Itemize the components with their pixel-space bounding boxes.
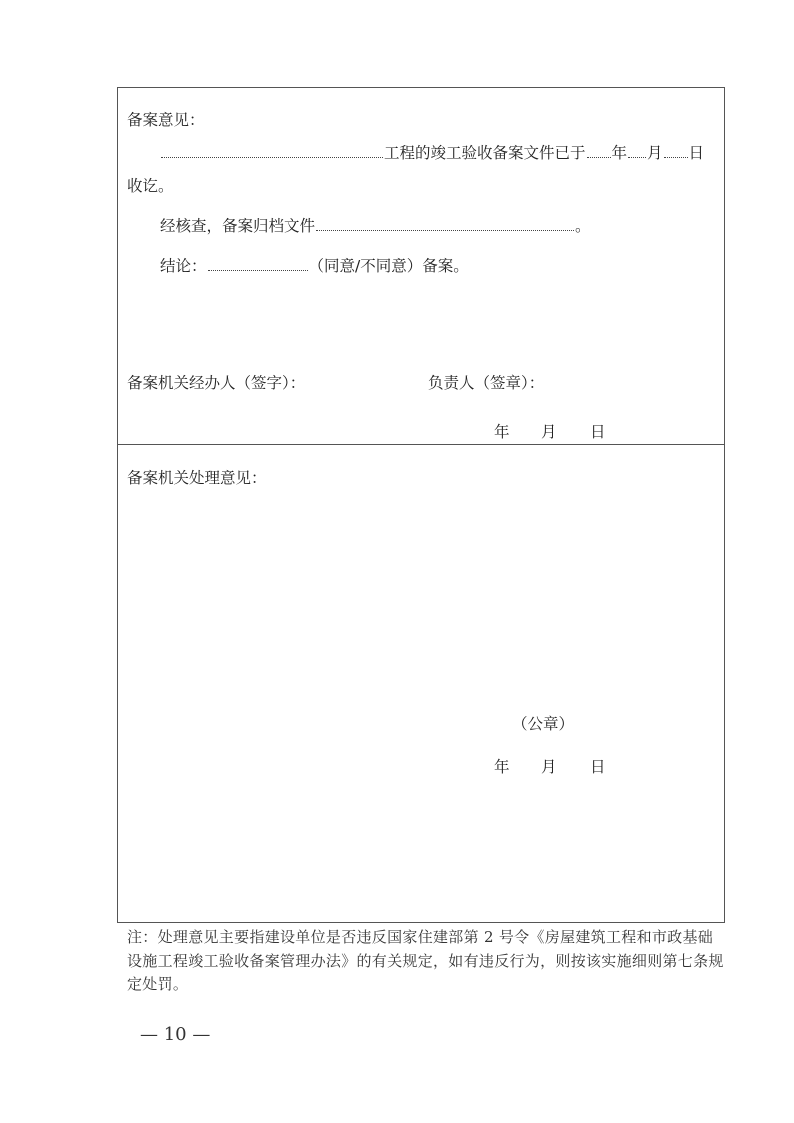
official-seal-label: （公章） bbox=[512, 715, 575, 733]
date-year-1: 年 bbox=[494, 423, 510, 441]
year-label: 年 bbox=[611, 144, 628, 162]
processing-opinion-heading: 备案机关处理意见： bbox=[127, 469, 267, 487]
conclusion-blank[interactable] bbox=[208, 256, 308, 271]
archive-files-blank[interactable] bbox=[316, 216, 574, 231]
day-blank[interactable] bbox=[664, 143, 688, 158]
date-year-2: 年 bbox=[494, 758, 510, 776]
date-month-2: 月 bbox=[541, 758, 557, 776]
day-label: 日 bbox=[688, 144, 705, 162]
conclusion-line bbox=[160, 256, 469, 276]
section-divider bbox=[117, 444, 724, 445]
conclusion-prefix: 结论： bbox=[160, 257, 207, 275]
receipt-line bbox=[160, 143, 704, 163]
check-suffix: 。 bbox=[575, 217, 591, 235]
handler-signature-label: 备案机关经办人（签字）： bbox=[127, 374, 306, 392]
check-prefix: 经核查，备案归档文件 bbox=[160, 217, 316, 235]
check-line bbox=[160, 216, 591, 236]
date-month-1: 月 bbox=[541, 423, 557, 441]
received-text: 收讫。 bbox=[127, 177, 174, 195]
date-day-2: 日 bbox=[590, 758, 606, 776]
project-name-blank[interactable] bbox=[161, 143, 383, 158]
filing-opinion-heading: 备案意见： bbox=[127, 111, 205, 129]
receipt-text: 工程的竣工验收备案文件已于 bbox=[384, 144, 586, 162]
footnote: 注：处理意见主要指建设单位是否违反国家住建部第 2 号令《房屋建筑工程和市政基础设施工程竣工验收备案管理办法》的有关规定，如有违反行为，则按该实施细则第七条规定处罚。 bbox=[127, 928, 724, 993]
page-number: — 10 — bbox=[140, 1024, 211, 1045]
year-blank[interactable] bbox=[587, 143, 611, 158]
month-blank[interactable] bbox=[628, 143, 646, 158]
conclusion-suffix: （同意/不同意）备案。 bbox=[308, 257, 469, 275]
form-table bbox=[117, 87, 725, 923]
date-day-1: 日 bbox=[590, 423, 606, 441]
responsible-seal-label: 负责人（签章）： bbox=[428, 374, 545, 392]
month-label: 月 bbox=[647, 144, 663, 162]
